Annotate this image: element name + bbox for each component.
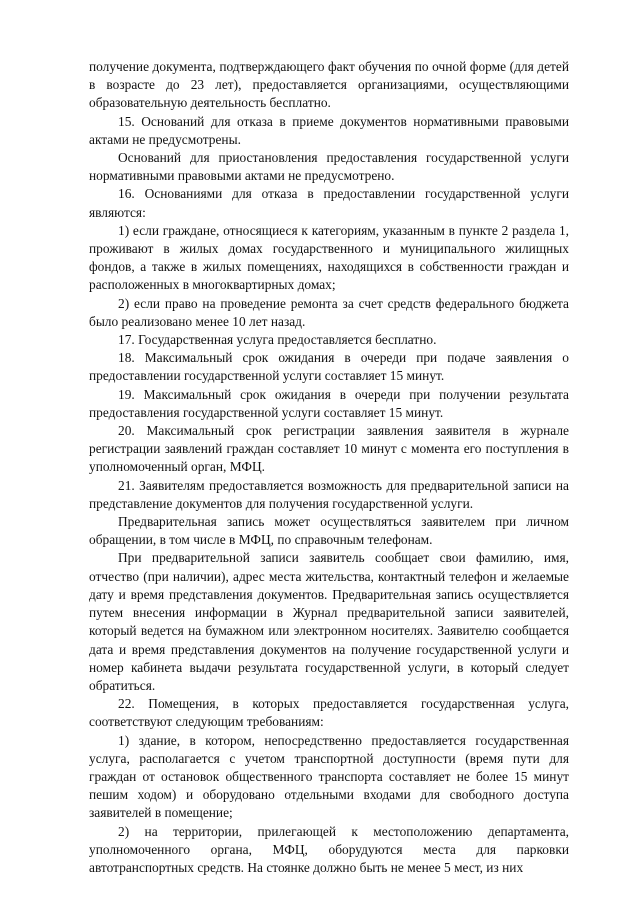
paragraph-suspension: Оснований для приостановления предоставления государственной услуги нормативными правовыми актами не предусмотрено. bbox=[89, 150, 569, 184]
paragraph-22: 22. Помещения, в которых предоставляется государственная услуга, соответствуют следующим требованиям: bbox=[89, 696, 569, 730]
paragraph-21: 21. Заявителям предоставляется возможность для предварительной записи на представление документов для получения государственной услуги. bbox=[89, 477, 569, 511]
paragraph-15: 15. Оснований для отказа в приеме документов нормативными правовыми актами не предусмотрены. bbox=[89, 113, 569, 147]
paragraph-continuation: получение документа, подтверждающего факт обучения по очной форме (для детей в возрасте до 23 лет), предоставляется организациями, осуществляющими образовательную деятельность бесплатно. bbox=[89, 59, 569, 111]
paragraph-16: 16. Основаниями для отказа в предоставлении государственной услуги являются: bbox=[89, 186, 569, 220]
paragraph-22-item-2: 2) на территории, прилегающей к местоположению департамента, уполномоченного органа, МФЦ, оборудуются места для парковки автотранспортных средств. На стоянке должно быть не менее 5 мест, из них bbox=[89, 823, 569, 875]
paragraph-pre-registration-details: При предварительной записи заявитель сообщает свои фамилию, имя, отчество (при наличии), адрес места жительства, контактный телефон и желаемые дату и время представления документов. Предварительная запись осуществляется путем внесения информации в Журнал предварительной записи заявителей, который ведется на бумажном или электронном носителях. Заявителю сообщается дата и время представления документов на получение государственной услуги и номер кабинета выдачи результата государственной услуги, в который следует обратиться. bbox=[89, 550, 569, 693]
paragraph-16-item-1: 1) если граждане, относящиеся к категориям, указанным в пункте 2 раздела 1, проживают в жилых домах государственного и муниципального жилищных фондов, а также в жилых помещениях, находящихся в собственности граждан и расположенных в многоквартирных домах; bbox=[89, 222, 569, 293]
paragraph-20: 20. Максимальный срок регистрации заявления заявителя в журнале регистрации заявлений граждан составляет 10 минут с момента его поступления в уполномоченный орган, МФЦ. bbox=[89, 423, 569, 475]
paragraph-18: 18. Максимальный срок ожидания в очереди при подаче заявления о предоставлении государственной услуги составляет 15 минут. bbox=[89, 350, 569, 384]
paragraph-pre-registration: Предварительная запись может осуществляться заявителем при личном обращении, в том числе в МФЦ, по справочным телефонам. bbox=[89, 514, 569, 548]
paragraph-17: 17. Государственная услуга предоставляется бесплатно. bbox=[118, 332, 437, 348]
paragraph-19: 19. Максимальный срок ожидания в очереди при получении результата предоставления государственной услуги составляет 15 минут. bbox=[89, 386, 569, 420]
paragraph-22-item-1: 1) здание, в котором, непосредственно предоставляется государственная услуга, располагается с учетом транспортной доступности (время пути для граждан от остановок общественного транспорта составляет не более 15 минут пешим ходом) и оборудовано отдельными входами для свободного доступа заявителей в помещение; bbox=[89, 732, 569, 821]
document-page bbox=[89, 58, 569, 877]
paragraph-16-item-2: 2) если право на проведение ремонта за счет средств федерального бюджета было реализовано менее 10 лет назад. bbox=[89, 295, 569, 329]
